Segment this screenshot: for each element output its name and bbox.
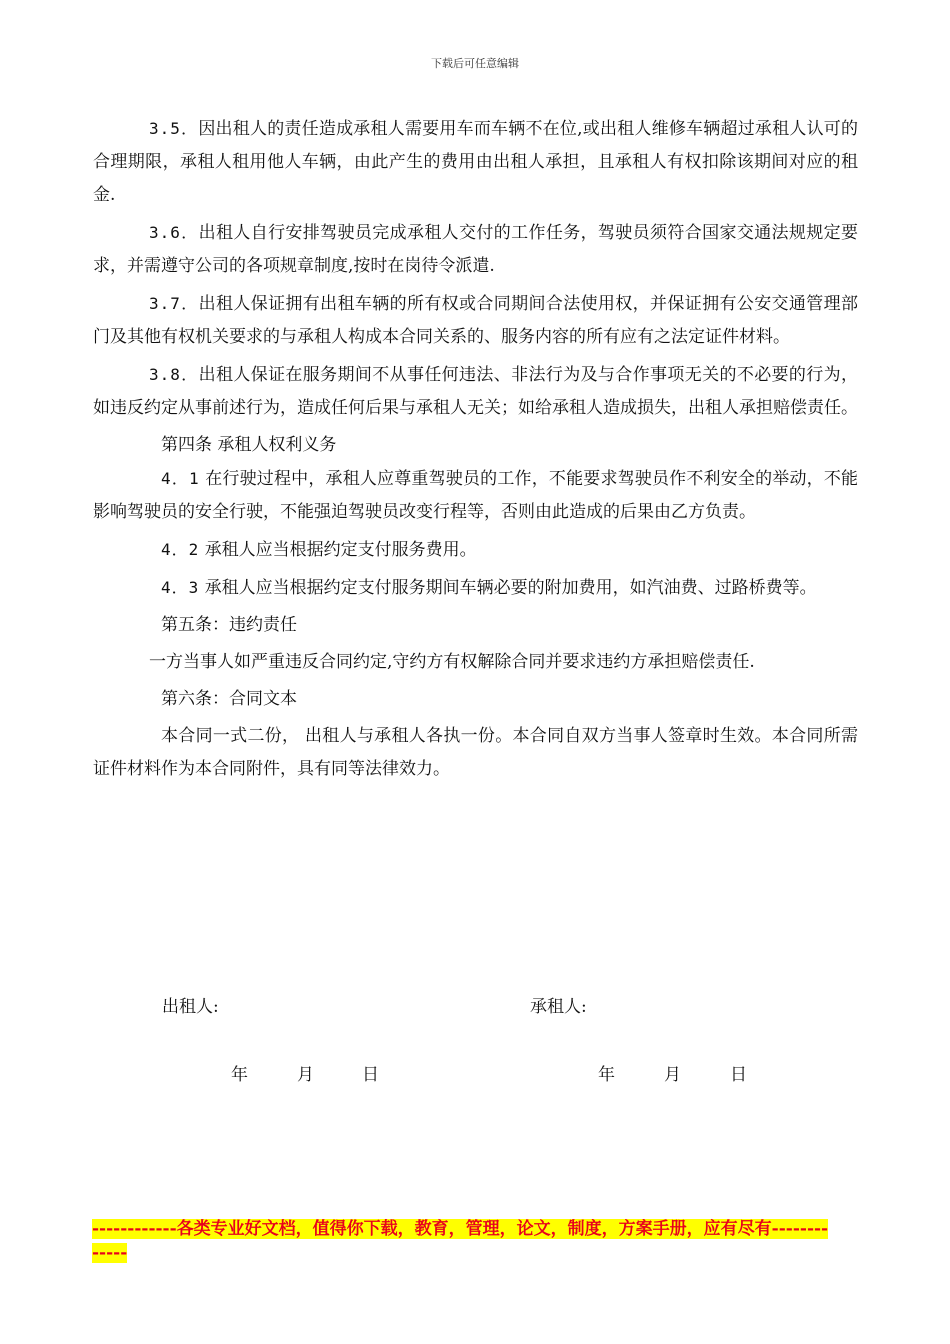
clause-text: 承租人应当根据约定支付服务费用。 bbox=[204, 540, 477, 560]
article-5-title: 第五条：违约责任 bbox=[161, 615, 297, 635]
clause-text: 出租人保证拥有出租车辆的所有权或合同期间合法使用权，并保证拥有公安交通管理部门及其他有权机关要求的与承租人构成本合同关系的、服务内容的所有应有之法定证件材料。 bbox=[93, 294, 858, 347]
lessor-label: 出租人: bbox=[162, 997, 219, 1017]
clause-4-1 bbox=[93, 462, 858, 529]
lessor-day: 日 bbox=[362, 1065, 379, 1085]
clause-4-3 bbox=[93, 571, 858, 605]
article-6-text: 本合同一式二份， 出租人与承租人各执一份。本合同自双方当事人签章时生效。本合同所需证件材料作为本合同附件，具有同等法律效力。 bbox=[93, 726, 858, 779]
clause-number: 3.8． bbox=[149, 365, 199, 384]
lessee-year: 年 bbox=[598, 1065, 615, 1085]
clause-text: 在行驶过程中，承租人应尊重驾驶员的工作，不能要求驾驶员作不利安全的举动，不能影响驾驶员的安全行驶，不能强迫驾驶员改变行程等，否则由此造成的后果由乙方负责。 bbox=[93, 469, 858, 522]
clause-text: 出租人保证在服务期间不从事任何违法、非法行为及与合作事项无关的不必要的行为，如违反约定从事前述行为，造成任何后果与承租人无关；如给承租人造成损失，出租人承担赔偿责任。 bbox=[93, 365, 858, 418]
clause-3-5 bbox=[93, 112, 858, 212]
document-body bbox=[93, 112, 858, 786]
footer-banner bbox=[92, 1217, 832, 1265]
clause-number: 4．1 bbox=[161, 469, 200, 488]
lessor-year: 年 bbox=[231, 1065, 248, 1085]
clause-number: 4．2 bbox=[161, 540, 200, 559]
page-header: 下载后可任意编辑 bbox=[431, 57, 519, 70]
footer-text: ------------各类专业好文档，值得你下载，教育，管理，论文，制度，方案手册，应有尽有------------- bbox=[92, 1219, 829, 1263]
lessee-day: 日 bbox=[730, 1065, 747, 1085]
clause-3-7 bbox=[93, 287, 858, 354]
clause-number: 3.6． bbox=[149, 223, 199, 242]
clause-text: 出租人自行安排驾驶员完成承租人交付的工作任务，驾驶员须符合国家交通法规规定要求，并需遵守公司的各项规章制度,按时在岗待令派遣. bbox=[93, 223, 858, 276]
lessee-label: 承租人: bbox=[530, 997, 587, 1017]
lessor-month: 月 bbox=[297, 1065, 314, 1085]
article-4-title: 第四条 承租人权利义务 bbox=[161, 435, 337, 455]
lessee-month: 月 bbox=[664, 1065, 681, 1085]
clause-number: 3.5． bbox=[149, 119, 199, 138]
clause-3-8 bbox=[93, 358, 858, 425]
clause-number: 3.7． bbox=[149, 294, 199, 313]
clause-text: 承租人应当根据约定支付服务期间车辆必要的附加费用，如汽油费、过路桥费等。 bbox=[204, 578, 817, 598]
clause-3-6 bbox=[93, 216, 858, 283]
clause-4-2 bbox=[93, 533, 858, 567]
clause-number: 4．3 bbox=[161, 578, 200, 597]
article-6-title: 第六条：合同文本 bbox=[161, 689, 297, 709]
article-5-text: 一方当事人如严重违反合同约定,守约方有权解除合同并要求违约方承担赔偿责任. bbox=[149, 652, 755, 672]
clause-text: 因出租人的责任造成承租人需要用车而车辆不在位,或出租人维修车辆超过承租人认可的合理期限，承租人租用他人车辆，由此产生的费用由出租人承担，且承租人有权扣除该期间对应的租金. bbox=[93, 119, 858, 205]
